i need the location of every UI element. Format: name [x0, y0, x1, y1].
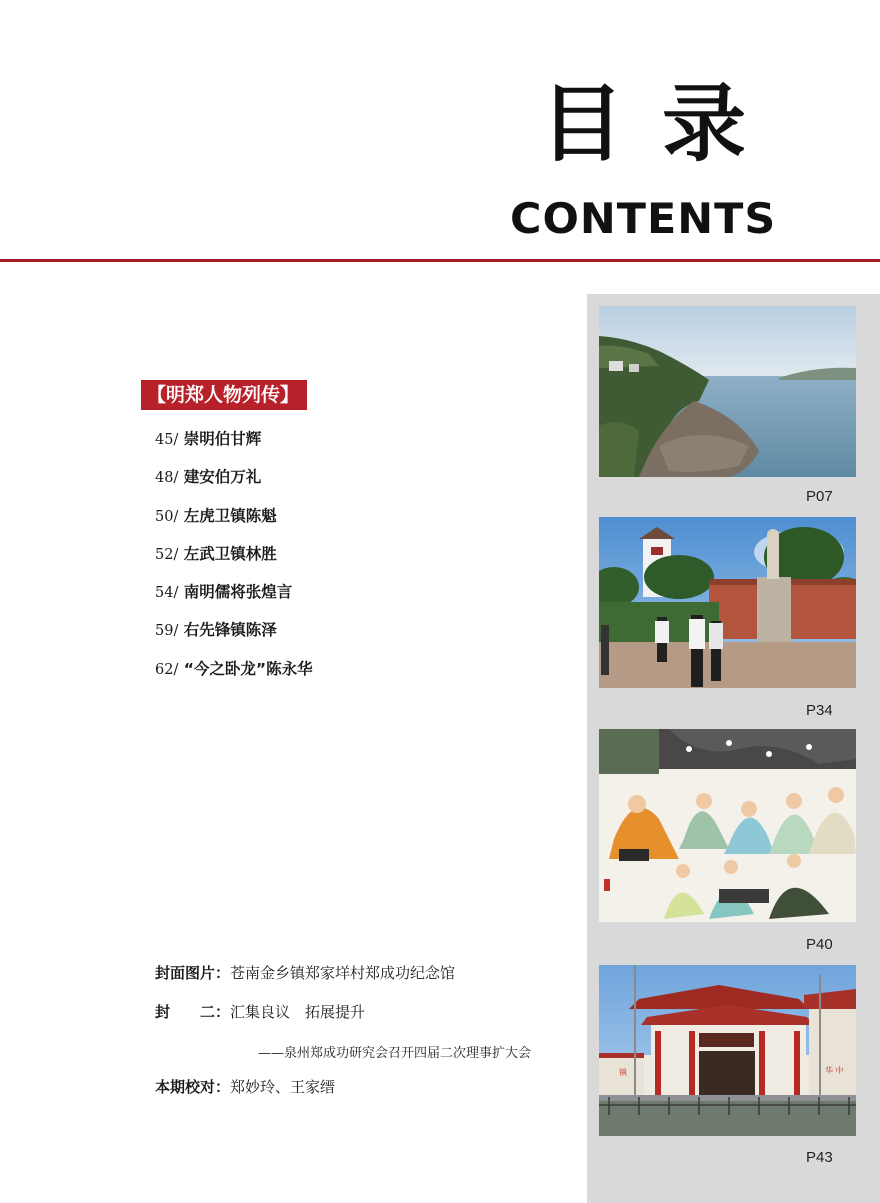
credit-inner-sub: ——泉州郑成功研究会召开四届二次理事扩大会 [258, 1046, 532, 1061]
toc-list [155, 427, 313, 695]
photo-label: P34 [806, 702, 833, 719]
toc-page: 54/ [155, 585, 179, 602]
photo-memorial-hall[interactable] [599, 965, 856, 1136]
credit-cover-key: 封面图片： [155, 964, 231, 982]
memorial-hall-image [599, 965, 856, 1136]
toc-page: 52/ [155, 546, 179, 563]
toc-page: 62/ [155, 661, 179, 678]
toc-page: 48/ [155, 470, 179, 487]
sign-right: 华 中 [825, 1066, 844, 1075]
photo-coast[interactable] [599, 306, 856, 477]
page-title-cn: 目录 [540, 74, 785, 173]
credit-cover [155, 962, 455, 983]
sign-left: 镇 [619, 1068, 627, 1077]
toc-title: 右先锋镇陈泽 [183, 621, 277, 640]
toc-item[interactable] [155, 542, 313, 580]
header-rule [0, 259, 880, 262]
credit-proof-key: 本期校对： [155, 1078, 231, 1096]
toc-title: 南明儒将张煌言 [183, 583, 293, 602]
photo-label: P40 [806, 936, 833, 953]
painting-image [599, 729, 856, 922]
page-title-en: CONTENTS [510, 194, 777, 243]
credit-inner [155, 1001, 365, 1022]
toc-title: 崇明伯甘辉 [183, 430, 262, 448]
toc-item[interactable] [155, 657, 313, 695]
photo-label: P43 [806, 1149, 833, 1166]
statue-image [599, 517, 856, 688]
toc-title: 左武卫镇林胜 [183, 544, 277, 563]
credit-cover-value: 苍南金乡镇郑家垟村郑成功纪念馆 [230, 964, 456, 982]
credit-proof-value: 郑妙玲、王家缙 [230, 1078, 336, 1096]
toc-item[interactable] [155, 427, 313, 465]
toc-item[interactable] [155, 580, 313, 618]
toc-item[interactable] [155, 465, 313, 503]
section-tag: 【明郑人物列传】 [141, 380, 307, 410]
credit-proof [155, 1076, 335, 1097]
toc-title: 左虎卫镇陈魁 [183, 506, 277, 525]
credit-inner-key: 封 二： [155, 1003, 231, 1021]
toc-title: “今之卧龙”陈永华 [183, 659, 313, 678]
toc-page: 50/ [155, 508, 179, 525]
toc-page: 59/ [155, 623, 179, 640]
photo-label: P07 [806, 488, 833, 505]
photo-painting[interactable] [599, 729, 856, 922]
toc-item[interactable] [155, 618, 313, 656]
toc-item[interactable] [155, 504, 313, 542]
toc-title: 建安伯万礼 [183, 468, 262, 487]
coast-image [599, 306, 856, 477]
photo-statue[interactable] [599, 517, 856, 688]
credit-inner-value: 汇集良议 拓展提升 [230, 1003, 366, 1021]
toc-page: 45/ [155, 432, 179, 448]
